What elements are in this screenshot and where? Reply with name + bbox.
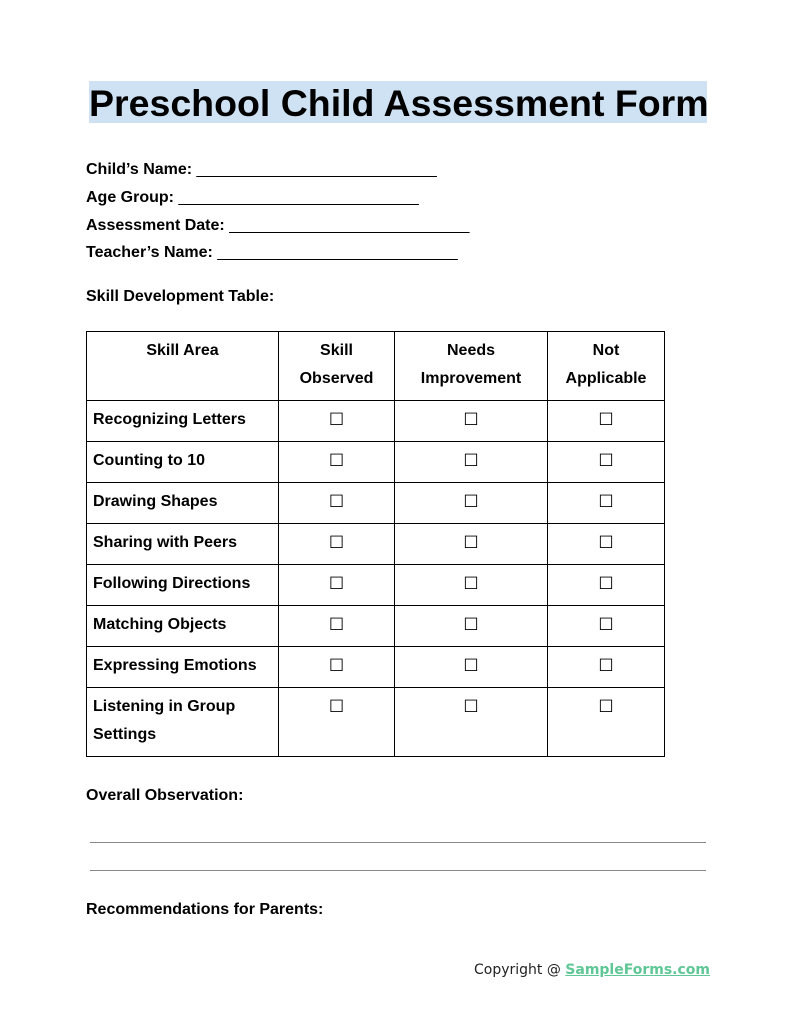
checkbox-observed[interactable]: ☐ (328, 492, 345, 511)
header-needs-improvement: Needs Improvement (395, 332, 548, 401)
copyright-prefix: Copyright @ (473, 962, 566, 978)
checkbox-observed[interactable]: ☐ (328, 410, 345, 429)
checkbox-needs-improvement[interactable]: ☐ (463, 615, 479, 634)
checkbox-not-applicable[interactable]: ☐ (598, 656, 614, 675)
header-skill-area: Skill Area (87, 332, 279, 401)
field-blank[interactable]: ___________________________ (196, 161, 437, 178)
skill-name: Drawing Shapes (87, 483, 279, 524)
field-label: Age Group: (86, 189, 174, 206)
field-label: Assessment Date: (86, 217, 225, 234)
checkbox-needs-improvement[interactable]: ☐ (463, 451, 479, 470)
checkbox-observed[interactable]: ☐ (328, 697, 345, 716)
field-blank[interactable]: ___________________________ (229, 217, 470, 234)
recommendations-label: Recommendations for Parents: (86, 901, 324, 918)
observation-line-2[interactable] (90, 870, 706, 871)
age-group-field[interactable] (86, 189, 419, 207)
checkbox-needs-improvement[interactable]: ☐ (463, 492, 479, 511)
checkbox-observed[interactable]: ☐ (328, 615, 345, 634)
checkbox-needs-improvement[interactable]: ☐ (463, 697, 479, 716)
checkbox-observed[interactable]: ☐ (328, 533, 345, 552)
checkbox-needs-improvement[interactable]: ☐ (463, 533, 479, 552)
skill-name: Counting to 10 (87, 442, 279, 483)
field-label: Child’s Name: (86, 161, 193, 178)
checkbox-not-applicable[interactable]: ☐ (598, 574, 614, 593)
field-blank[interactable]: ___________________________ (178, 189, 419, 206)
table-row (87, 483, 665, 524)
checkbox-observed[interactable]: ☐ (328, 574, 345, 593)
header-skill-observed: Skill Observed (279, 332, 395, 401)
observation-label: Overall Observation: (86, 787, 244, 804)
table-label: Skill Development Table: (86, 288, 275, 305)
sampleforms-link[interactable]: SampleForms.com (565, 962, 710, 978)
checkbox-not-applicable[interactable]: ☐ (598, 697, 614, 716)
skill-name: Matching Objects (87, 606, 279, 647)
field-label: Teacher’s Name: (86, 244, 213, 261)
table-row (87, 688, 665, 757)
checkbox-observed[interactable]: ☐ (328, 656, 345, 675)
checkbox-needs-improvement[interactable]: ☐ (463, 656, 479, 675)
teachers-name-field[interactable] (86, 244, 458, 262)
skill-name: Sharing with Peers (87, 524, 279, 565)
childs-name-field[interactable] (86, 161, 437, 179)
copyright (474, 962, 710, 978)
table-row (87, 401, 665, 442)
field-blank[interactable]: ___________________________ (217, 244, 458, 261)
checkbox-needs-improvement[interactable]: ☐ (463, 574, 479, 593)
table-row (87, 442, 665, 483)
checkbox-not-applicable[interactable]: ☐ (598, 410, 614, 429)
header-not-applicable: Not Applicable (548, 332, 665, 401)
checkbox-needs-improvement[interactable]: ☐ (463, 410, 479, 429)
skill-name: Following Directions (87, 565, 279, 606)
page-title: Preschool Child Assessment Form (89, 82, 709, 124)
skill-name: Recognizing Letters (87, 401, 279, 442)
checkbox-not-applicable[interactable]: ☐ (598, 615, 614, 634)
skill-table (86, 331, 665, 757)
assessment-date-field[interactable] (86, 217, 469, 235)
checkbox-observed[interactable]: ☐ (328, 451, 345, 470)
checkbox-not-applicable[interactable]: ☐ (598, 451, 614, 470)
skill-name: Listening in Group Settings (87, 688, 279, 757)
table-row (87, 524, 665, 565)
table-row (87, 606, 665, 647)
observation-line-1[interactable] (90, 842, 706, 843)
table-row (87, 565, 665, 606)
table-row (87, 647, 665, 688)
checkbox-not-applicable[interactable]: ☐ (598, 533, 614, 552)
checkbox-not-applicable[interactable]: ☐ (598, 492, 614, 511)
skill-name: Expressing Emotions (87, 647, 279, 688)
